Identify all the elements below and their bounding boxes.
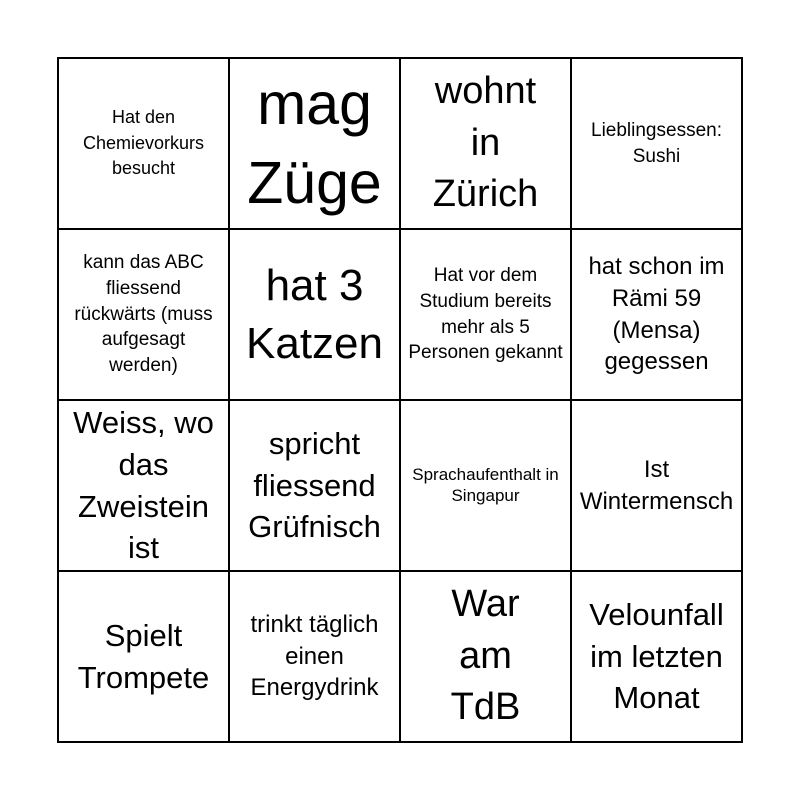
bingo-cell-r2c4[interactable] bbox=[572, 230, 743, 401]
bingo-cell-r4c4[interactable] bbox=[572, 572, 743, 743]
bingo-cell-text: Ist Wintermensch bbox=[579, 455, 734, 515]
bingo-cell-r3c3[interactable] bbox=[401, 401, 572, 572]
bingo-cell-text: War am TdB bbox=[450, 582, 521, 729]
bingo-cell-r2c1[interactable] bbox=[59, 230, 230, 401]
bingo-cell-r2c3[interactable] bbox=[401, 230, 572, 401]
bingo-cell-text: Hat den Chemievorkurs besucht bbox=[82, 107, 205, 179]
bingo-cell-r3c2[interactable] bbox=[230, 401, 401, 572]
bingo-cell-text: kann das ABC fliessend rückwärts (muss aufgesagt werden) bbox=[74, 251, 213, 377]
bingo-cell-text: Spielt Trompete bbox=[77, 617, 210, 695]
bingo-cell-text: Hat vor dem Studium bereits mehr als 5 Personen gekannt bbox=[408, 264, 563, 364]
bingo-cell-text: mag Züge bbox=[247, 71, 382, 216]
bingo-cell-r1c3[interactable] bbox=[401, 59, 572, 230]
bingo-cell-text: wohnt in Zürich bbox=[432, 69, 539, 216]
bingo-cell-r4c2[interactable] bbox=[230, 572, 401, 743]
bingo-cell-text: Velounfall im letzten Monat bbox=[589, 596, 724, 716]
bingo-cell-r3c1[interactable] bbox=[59, 401, 230, 572]
bingo-cell-r1c2[interactable] bbox=[230, 59, 401, 230]
bingo-cell-text: hat 3 Katzen bbox=[246, 261, 383, 368]
bingo-cell-text: Weiss, wo das Zweistein ist bbox=[73, 404, 214, 566]
bingo-card bbox=[57, 57, 743, 743]
bingo-cell-r4c1[interactable] bbox=[59, 572, 230, 743]
bingo-cell-text: trinkt täglich einen Energydrink bbox=[250, 610, 379, 702]
bingo-cell-r1c1[interactable] bbox=[59, 59, 230, 230]
bingo-cell-text: spricht fliessend Grüfnisch bbox=[248, 425, 381, 545]
bingo-cell-r1c4[interactable] bbox=[572, 59, 743, 230]
bingo-cell-r2c2[interactable] bbox=[230, 230, 401, 401]
bingo-cell-text: hat schon im Rämi 59 (Mensa) gegessen bbox=[588, 252, 725, 376]
bingo-cell-text: Lieblingsessen: Sushi bbox=[591, 119, 722, 167]
bingo-cell-r3c4[interactable] bbox=[572, 401, 743, 572]
bingo-cell-r4c3[interactable] bbox=[401, 572, 572, 743]
bingo-cell-text: Sprachaufenthalt in Singapur bbox=[412, 465, 559, 505]
